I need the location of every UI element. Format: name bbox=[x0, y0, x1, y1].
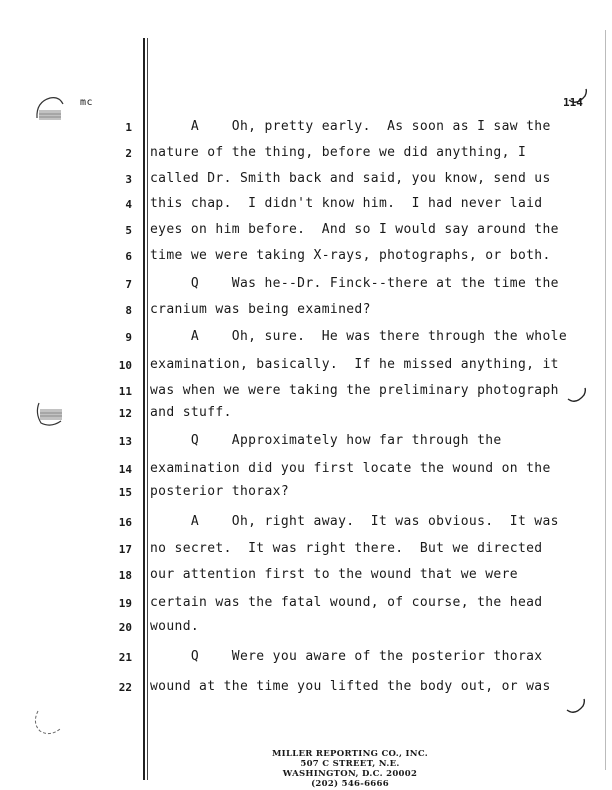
line-number: 10 bbox=[118, 359, 132, 372]
page-curl-mark bbox=[565, 698, 587, 716]
line-number: 7 bbox=[125, 278, 132, 291]
transcript-line: no secret. It was right there. But we directed bbox=[150, 541, 543, 556]
line-number: 9 bbox=[125, 331, 132, 344]
transcript-line: time we were taking X-rays, photographs, or both. bbox=[150, 248, 551, 263]
binder-hole-mark bbox=[30, 705, 64, 739]
line-number: 17 bbox=[118, 543, 132, 556]
line-number: 5 bbox=[125, 224, 132, 237]
page-number: 114 bbox=[563, 96, 583, 109]
line-number: 19 bbox=[118, 597, 132, 610]
footer-city: WASHINGTON, D.C. 20002 bbox=[282, 769, 418, 779]
transcript-line: examination, basically. If he missed anything, it bbox=[150, 357, 559, 372]
footer-company: MILLER REPORTING CO., INC. bbox=[271, 749, 429, 759]
reporter-footer bbox=[250, 749, 450, 789]
transcript-line: nature of the thing, before we did anything, I bbox=[150, 145, 527, 160]
line-number: 15 bbox=[118, 486, 132, 499]
line-number: 14 bbox=[118, 463, 132, 476]
line-number: 1 bbox=[125, 121, 132, 134]
transcript-line: wound at the time you lifted the body out, or was bbox=[150, 679, 551, 694]
transcript-line: certain was the fatal wound, of course, the head bbox=[150, 595, 543, 610]
line-number: 4 bbox=[125, 198, 132, 211]
margin-rule bbox=[147, 38, 148, 780]
line-number: 6 bbox=[125, 250, 132, 263]
line-number: 2 bbox=[125, 147, 132, 160]
page-edge-line bbox=[605, 30, 606, 770]
line-number: 13 bbox=[118, 435, 132, 448]
transcript-line: wound. bbox=[150, 619, 200, 634]
transcript-line: was when we were taking the preliminary photograph bbox=[150, 383, 559, 398]
transcript-line: Q Was he--Dr. Finck--there at the time the bbox=[150, 276, 559, 291]
line-number: 16 bbox=[118, 516, 132, 529]
line-number: 12 bbox=[118, 407, 132, 420]
reporter-initials: mc bbox=[80, 97, 94, 108]
binder-hole-mark bbox=[33, 395, 67, 429]
margin-rule bbox=[143, 38, 145, 780]
transcript-line: and stuff. bbox=[150, 405, 232, 420]
transcript-line: eyes on him before. And so I would say around the bbox=[150, 222, 559, 237]
transcript-line: Q Approximately how far through the bbox=[150, 433, 502, 448]
transcript-line: examination did you first locate the wound on the bbox=[150, 461, 551, 476]
transcript-line: called Dr. Smith back and said, you know, send us bbox=[150, 171, 551, 186]
line-number: 3 bbox=[125, 173, 132, 186]
transcript-line: cranium was being examined? bbox=[150, 302, 371, 317]
transcript-line: A Oh, right away. It was obvious. It was bbox=[150, 514, 559, 529]
transcript-line: posterior thorax? bbox=[150, 484, 290, 499]
binder-hole-mark bbox=[33, 92, 67, 126]
transcript-line: this chap. I didn't know him. I had never laid bbox=[150, 196, 543, 211]
line-number: 20 bbox=[118, 621, 132, 634]
footer-clip bbox=[230, 745, 470, 790]
transcript-line: Q Were you aware of the posterior thorax bbox=[150, 649, 543, 664]
line-number: 11 bbox=[118, 385, 132, 398]
line-number: 8 bbox=[125, 304, 132, 317]
line-number: 21 bbox=[118, 651, 132, 664]
footer-street: 507 C STREET, N.E. bbox=[300, 759, 400, 769]
transcript-line: A Oh, pretty early. As soon as I saw the bbox=[150, 119, 551, 134]
line-number: 18 bbox=[118, 569, 132, 582]
page-curl-mark bbox=[567, 88, 589, 106]
page-curl-mark bbox=[566, 387, 588, 405]
footer-phone: (202) 546-6666 bbox=[311, 779, 389, 789]
line-number: 22 bbox=[118, 681, 132, 694]
transcript-line: A Oh, sure. He was there through the whole bbox=[150, 329, 568, 344]
transcript-line: our attention first to the wound that we were bbox=[150, 567, 518, 582]
